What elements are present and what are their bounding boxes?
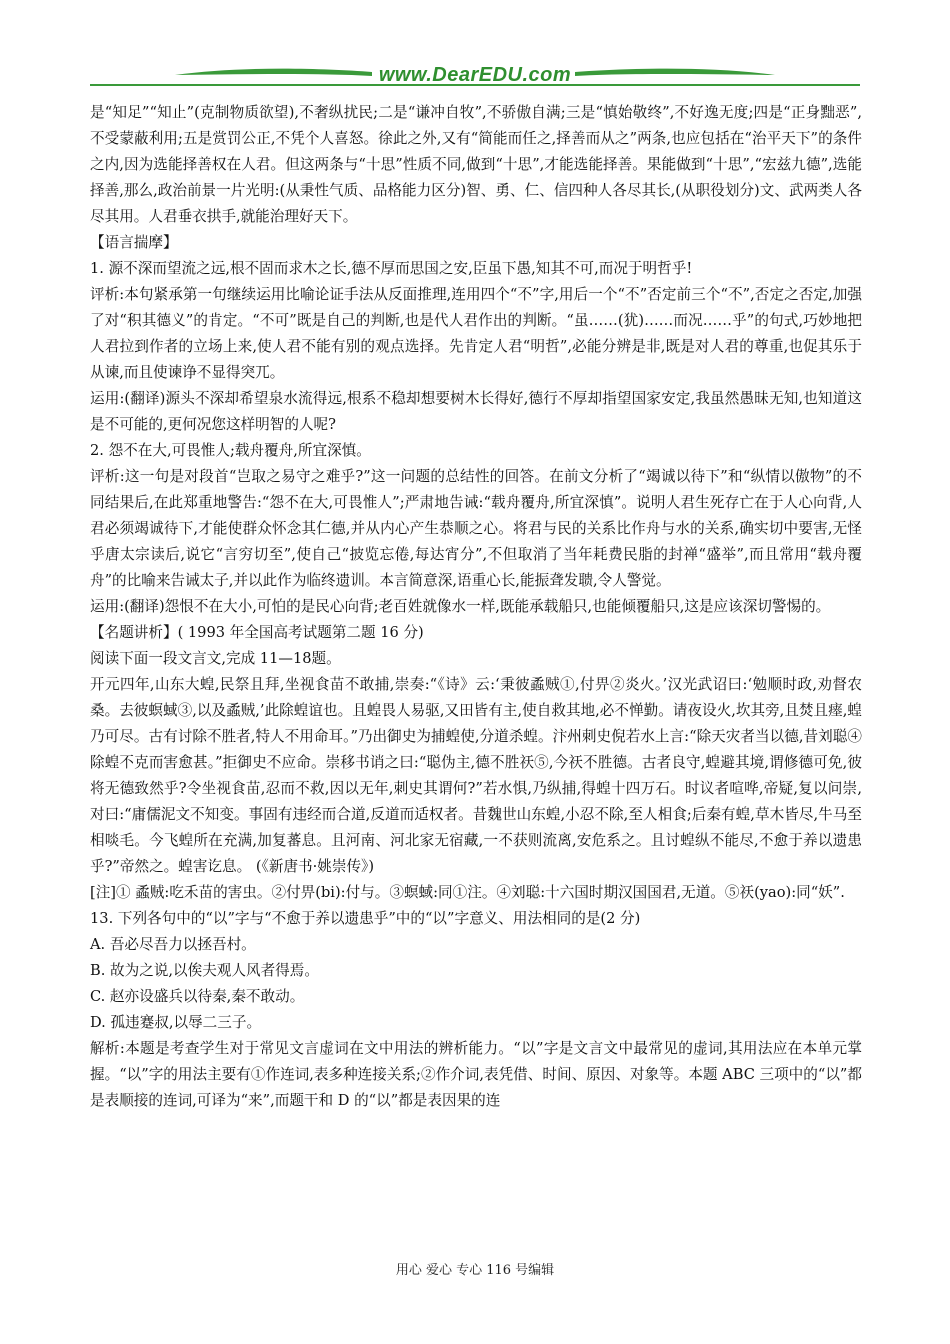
section-heading-language: 【语言揣摩】: [90, 234, 178, 251]
classical-passage: 开元四年,山东大蝗,民祭且拜,坐视食苗不敢捕,崇奏:“《诗》云:‘秉彼蟊贼①,付畀②炎火。’汉光武诏曰:‘勉顺时政,劝督农桑。去彼螟蜮③,以及蟊贼,’此除蝗谊也。且蝗畏人易驱,又田皆有主,使自救其地,必不惮勤。请夜设火,坎其旁,且焚且瘗,蝗乃可尽。古有讨除不胜者,特人不用命耳。”乃出御史为捕蝗使,分道杀蝗。汴州刺史倪若水上言:“除天灾者当以德,昔刘聪④除蝗不克而害愈甚。”拒御史不应命。崇移书诮之曰:“聪伪主,德不胜祆⑤,今祆不胜德。古者良守,蝗避其境,谓修德可免,彼将无德致然乎?令坐视食苗,忍而不救,因以无年,刺史其谓何?”若水惧,乃纵捕,得蝗十四万石。时议者喧哗,帝疑,复以问崇,对曰:“庸儒泥文不知变。事固有违经而合道,反道而适权者。昔魏世山东蝗,小忍不除,至人相食;后秦有蝗,草木皆尽,牛马至相啖毛。今飞蝗所在充满,加复蕃息。且河南、河北家无宿藏,一不获则流离,安危系之。且讨蝗纵不能尽,不愈于养以遗患乎?”帝然之。蝗害讫息。 (《新唐书·姚崇传》): [90, 676, 862, 875]
annotation-notes: [注]① 蟊贼:吃禾苗的害虫。②付畀(bi):付与。③螟蜮:同①注。④刘聪:十六国时期汉国国君,无道。⑤祆(yao):同“妖”.: [90, 884, 845, 901]
translation-paragraph: 运用:(翻译)源头不深却希望泉水流得远,根系不稳却想要树木长得好,德行不厚却指望国家安定,我虽然愚昧无知,也知道这是不可能的,更何况您这样明智的人呢?: [90, 390, 862, 433]
paragraph: 是“知足”“知止”(克制物质欲望),不奢纵扰民;二是“谦冲自牧”,不骄傲自满;三是“慎始敬终”,不好逸无度;四是“正身黜恶”,不受蒙蔽利用;五是赏罚公正,不凭个人喜怒。徐此之外,又有“简能而任之,择善而从之”两条,也应包括在“治平天下”的条件之内,因为选能择善权在人君。但这两条与“十思”性质不同,做到“十思”,才能选能择善。果能做到“十思”,“宏兹九德”,选能择善,那么,政治前景一片光明:(从秉性气质、品格能力区分)智、勇、仁、信四种人各尽其长,(从职役划分)文、武两类人各尽其用。人君垂衣拱手,就能治理好天下。: [90, 104, 862, 225]
option-d: D. 孤违蹇叔,以辱二三子。: [90, 1014, 262, 1031]
option-a: A. 吾必尽吾力以拯吾村。: [90, 936, 256, 953]
site-logo-text: www.DearEDU.com: [378, 64, 572, 86]
explanation-paragraph: 解析:本题是考查学生对于常见文言虚词在文中用法的辨析能力。“以”字是文言文中最常见的虚词,其用法应在本单元掌握。“以”字的用法主要有①作连词,表多种连接关系;②作介词,表凭借、时间、原因、对象等。本题 ABC 三项中的“以”都是表顺接的连词,可译为“来”,而题干和 D 的“以”都是表因果的连: [90, 1040, 862, 1109]
instruction-line: 阅读下面一段文言文,完成 11—18题。: [90, 650, 341, 667]
site-header: [0, 58, 950, 98]
quote-item-2: 2. 怨不在大,可畏惟人;载舟覆舟,所宜深慎。: [90, 442, 371, 459]
analysis-paragraph: 评析:这一句是对段首“岂取之易守之难乎?”这一问题的总结性的回答。在前文分析了“竭诚以待下”和“纵情以傲物”的不同结果后,在此郑重地警告:“怨不在大,可畏惟人”;严肃地告诫:“载舟覆舟,所宜深慎”。说明人君生死存亡在于人心向背,人君必须竭诚待下,才能使群众怀念其仁德,并从内心产生恭顺之心。将君与民的关系比作舟与水的关系,确实切中要害,无怪乎唐太宗读后,说它“言穷切至”,使自己“披览忘倦,每达宵分”,不但取消了当年耗费民脂的封禅“盛举”,而且常用“载舟覆舟”的比喻来告诫太子,并以此作为临终遗训。本言简意深,语重心长,能振聋发聩,令人警觉。: [90, 468, 862, 589]
translation-paragraph: 运用:(翻译)怨恨不在大小,可怕的是民心向背;老百姓就像水一样,既能承载船只,也能倾覆船只,这是应该深切警惕的。: [90, 598, 831, 615]
option-c: C. 赵亦设盛兵以待秦,秦不敢动。: [90, 988, 305, 1005]
document-body: [90, 100, 862, 1114]
analysis-paragraph: 评析:本句紧承第一句继续运用比喻论证手法从反面推理,连用四个“不”字,用后一个“不”否定前三个“不”,否定之否定,加强了对“积其德义”的肯定。“不可”既是自己的判断,也是代人君作出的判断。“虽……(犹)……而况……乎”的句式,巧妙地把人君拉到作者的立场上来,使人君不能有别的观点选择。先肯定人君“明哲”,必能分辨是非,既是对人君的尊重,也促其乐于从谏,而且使谏诤不显得突兀。: [90, 286, 862, 381]
option-b: B. 故为之说,以俟夫观人风者得焉。: [90, 962, 319, 979]
section-heading-exam: 【名题讲析】( 1993 年全国高考试题第二题 16 分): [90, 624, 424, 641]
page-footer: 用心 爱心 专心 116 号编辑: [395, 1263, 555, 1278]
question-13: 13. 下列各句中的“以”字与“不愈于养以遗患乎”中的“以”字意义、用法相同的是(2 分): [90, 910, 641, 927]
quote-item-1: 1. 源不深而望流之远,根不固而求木之长,德不厚而思国之安,臣虽下愚,知其不可,而况于明哲乎!: [90, 260, 693, 277]
